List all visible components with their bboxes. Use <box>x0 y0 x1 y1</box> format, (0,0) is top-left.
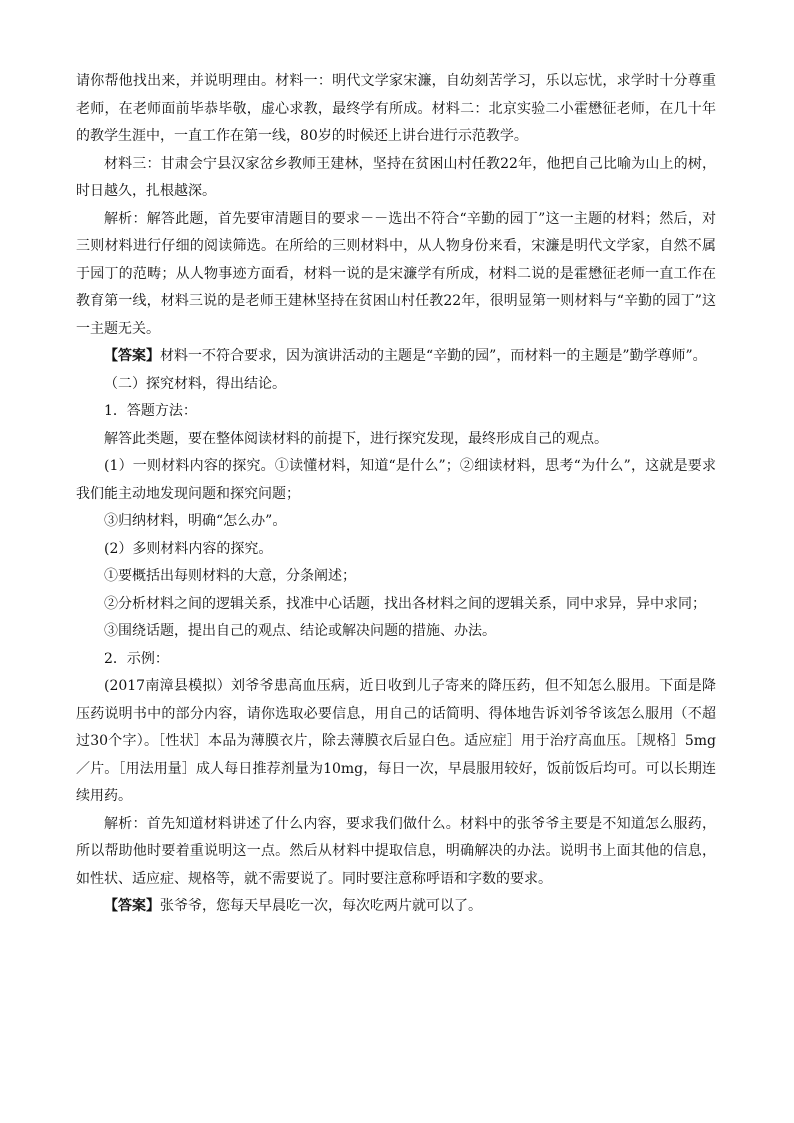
answer-label: 【答案】 <box>104 348 160 364</box>
paragraph-method-intro: 解答此类题，要在整体阅读材料的前提下，进行探究发现，最终形成自己的观点。 <box>104 430 608 447</box>
list-item-three: ③围绕话题，提出自己的观点、结论或解决问题的措施、办法。 <box>104 623 496 639</box>
section-heading-explore: （二）探究材料，得出结论。 <box>104 375 286 392</box>
paragraph-analysis-one: 解析：解答此题，首先要审清题目的要求－－选出不符合“辛勤的园丁”这一主题的材料；然后，对三则材料进行仔细的阅读筛选。在所给的三则材料中，从人物身份来看，宋濂是明代文学家，自然不属于园丁的范畴；从人物事迹方面看，材料一说的是宋濂学有所成，材料二说的是霍懋征老师一直工作在教育第一线，材料三说的是老师王建林坚持在贫困山村任教22年，很明显第一则材料与“辛勤的园丁”这一主题无关。 <box>76 210 716 337</box>
answer-text: 材料一不符合要求，因为演讲活动的主题是“辛勤的园”，而材料一的主题是”勤学尊师”。 <box>160 348 707 364</box>
answer-text: 张爷爷，您每天早晨吃一次，每次吃两片就可以了。 <box>160 898 482 914</box>
document-page <box>76 68 716 921</box>
paragraph-analysis-two: 解析：首先知道材料讲述了什么内容，要求我们做什么。材料中的张爷爷主要是不知道怎么服药，所以帮助他时要着重说明这一点。然后从材料中提取信息，明确解决的办法。说明书上面其他的信息，如性状、适应症、规格等，就不需要说了。同时要注意称呼语和字数的要求。 <box>76 815 716 887</box>
list-item-one: ①要概括出每则材料的大意，分条阐述； <box>104 568 356 584</box>
subheading-method: 1．答题方法： <box>104 403 197 419</box>
paragraph-example-question: (2017南漳县模拟）刘爷爷患高血压病，近日收到儿子寄来的降压药，但不知怎么服用。下面是降压药说明书中的部分内容，请你选取必要信息，用自己的话简明、得体地告诉刘爷爷该怎么服用（不超过30个字）。［性状］本品为薄膜衣片，除去薄膜衣后显白色。适应症］用于治疗高血压。［规格］5mg／片。［用法用量］成人每日推荐剂量为10mg，每日一次，早晨服用较好，饭前饭后均可。可以长期连续用药。 <box>76 678 716 804</box>
paragraph-material-three: 材料三：甘肃会宁县汉家岔乡教师王建林，坚持在贫困山村任教22年，他把自己比喻为山上的树，时日越久，扎根越深。 <box>76 155 716 199</box>
paragraph-summarize: ③归纳材料，明确“怎么办”。 <box>104 513 287 529</box>
subheading-example: 2．示例： <box>104 650 169 667</box>
paragraph-single-material: (1）一则材料内容的探究。①读懂材料，知道“是什么”；②细读材料，思考“为什么”，这就是要求我们能主动地发现问题和探究问题； <box>76 458 716 502</box>
list-item-two: ②分析材料之间的逻辑关系，找准中心话题，找出各材料之间的逻辑关系，同中求异，异中求同； <box>104 595 706 612</box>
paragraph-question-materials: 请你帮他找出来，并说明理由。材料一：明代文学家宋濂，自幼刻苦学习，乐以忘忧，求学时十分尊重老师，在老师面前毕恭毕敬，虚心求教，最终学有所成。材料二：北京实验二小霍懋征老师，在几十年的教学生涯中，一直工作在第一线，80岁的时候还上讲台进行示范教学。 <box>76 73 716 144</box>
paragraph-answer-two <box>76 893 716 921</box>
answer-label: 【答案】 <box>104 898 160 914</box>
paragraph-multi-material: (2）多则材料内容的探究。 <box>104 540 273 557</box>
paragraph-answer-one <box>76 343 716 371</box>
